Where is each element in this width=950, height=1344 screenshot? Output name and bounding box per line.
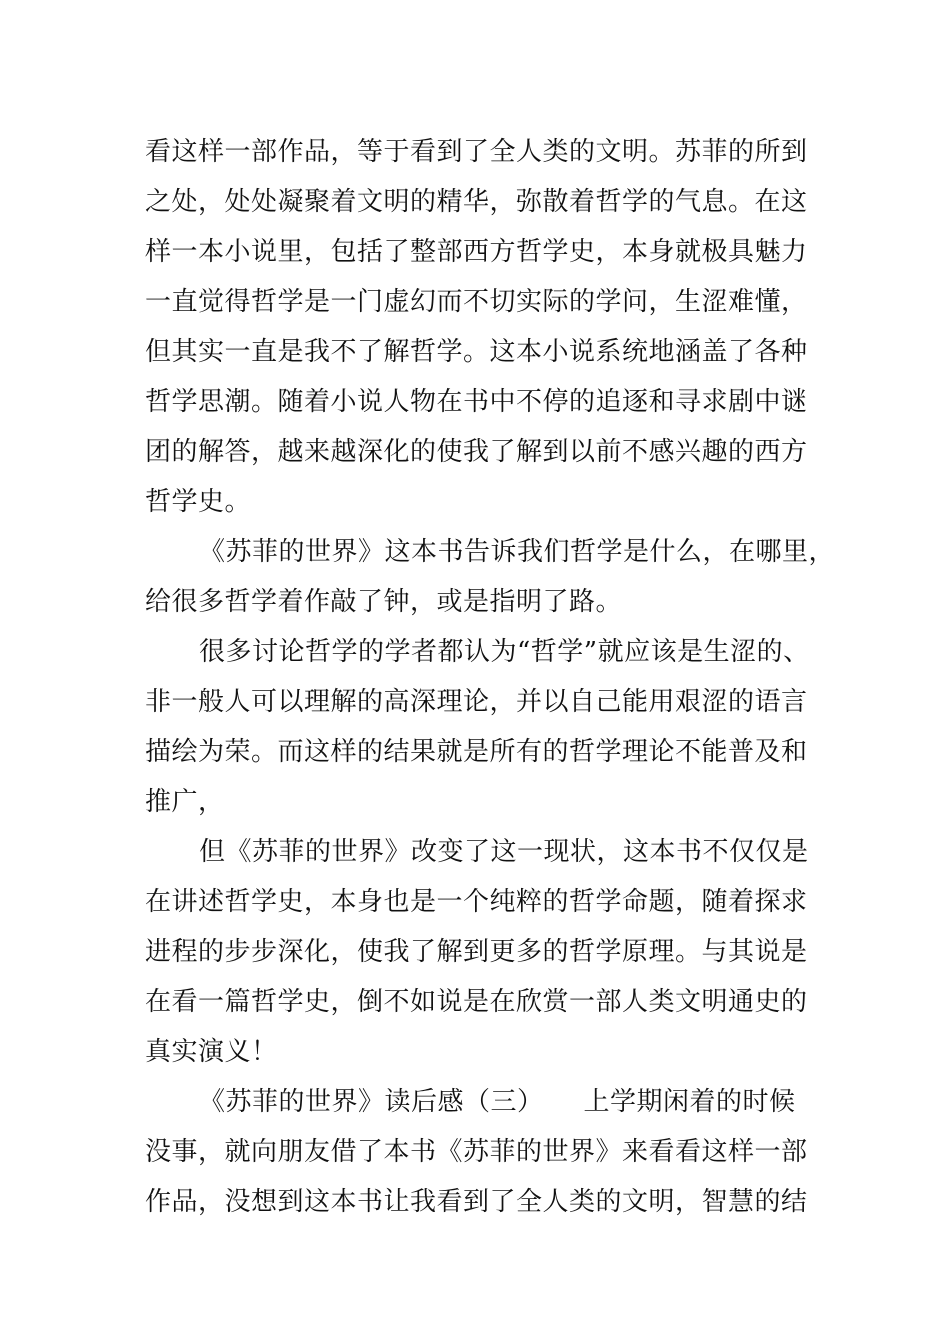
text-line: 真实演义！ bbox=[145, 1037, 278, 1067]
text-line: 之处，处处凝聚着文明的精华，弥散着哲学的气息。在这 bbox=[145, 187, 808, 217]
text-line: 但《苏菲的世界》改变了这一现状，这本书不仅仅是 bbox=[199, 837, 809, 867]
text-line: 看这样一部作品，等于看到了全人类的文明。苏菲的所到 bbox=[145, 137, 808, 167]
text-line: 给很多哲学着作敲了钟，或是指明了路。 bbox=[145, 587, 623, 617]
text-line: 进程的步步深化，使我了解到更多的哲学原理。与其说是 bbox=[145, 937, 808, 967]
text-line: 推广， bbox=[145, 787, 225, 817]
text-line: 非一般人可以理解的高深理论，并以自己能用艰涩的语言 bbox=[145, 687, 808, 717]
text-line: 一直觉得哲学是一门虚幻而不切实际的学问，生涩难懂， bbox=[145, 287, 808, 317]
text-line: 样一本小说里，包括了整部西方哲学史，本身就极具魅力 bbox=[145, 237, 808, 267]
text-line: 团的解答，越来越深化的使我了解到以前不感兴趣的西方 bbox=[145, 437, 808, 467]
text-line: 在讲述哲学史，本身也是一个纯粹的哲学命题，随着探求 bbox=[145, 887, 808, 917]
text-line: 哲学思潮。随着小说人物在书中不停的追逐和寻求剧中谜 bbox=[145, 387, 808, 417]
text-line: 没事，就向朋友借了本书《苏菲的世界》来看看这样一部 bbox=[145, 1137, 808, 1167]
body-text bbox=[145, 127, 836, 1227]
text-line: 但其实一直是我不了解哲学。这本小说系统地涵盖了各种 bbox=[145, 337, 808, 367]
text-line: 《苏菲的世界》读后感（三） 上学期闲着的时候 bbox=[199, 1087, 796, 1117]
text-line: 《苏菲的世界》这本书告诉我们哲学是什么，在哪里， bbox=[199, 537, 836, 567]
text-line: 很多讨论哲学的学者都认为“哲学”就应该是生涩的、 bbox=[199, 637, 810, 667]
text-line: 描绘为荣。而这样的结果就是所有的哲学理论不能普及和 bbox=[145, 737, 808, 767]
text-line: 哲学史。 bbox=[145, 487, 252, 517]
text-line: 作品，没想到这本书让我看到了全人类的文明，智慧的结 bbox=[145, 1187, 808, 1217]
text-line: 在看一篇哲学史，倒不如说是在欣赏一部人类文明通史的 bbox=[145, 987, 808, 1017]
